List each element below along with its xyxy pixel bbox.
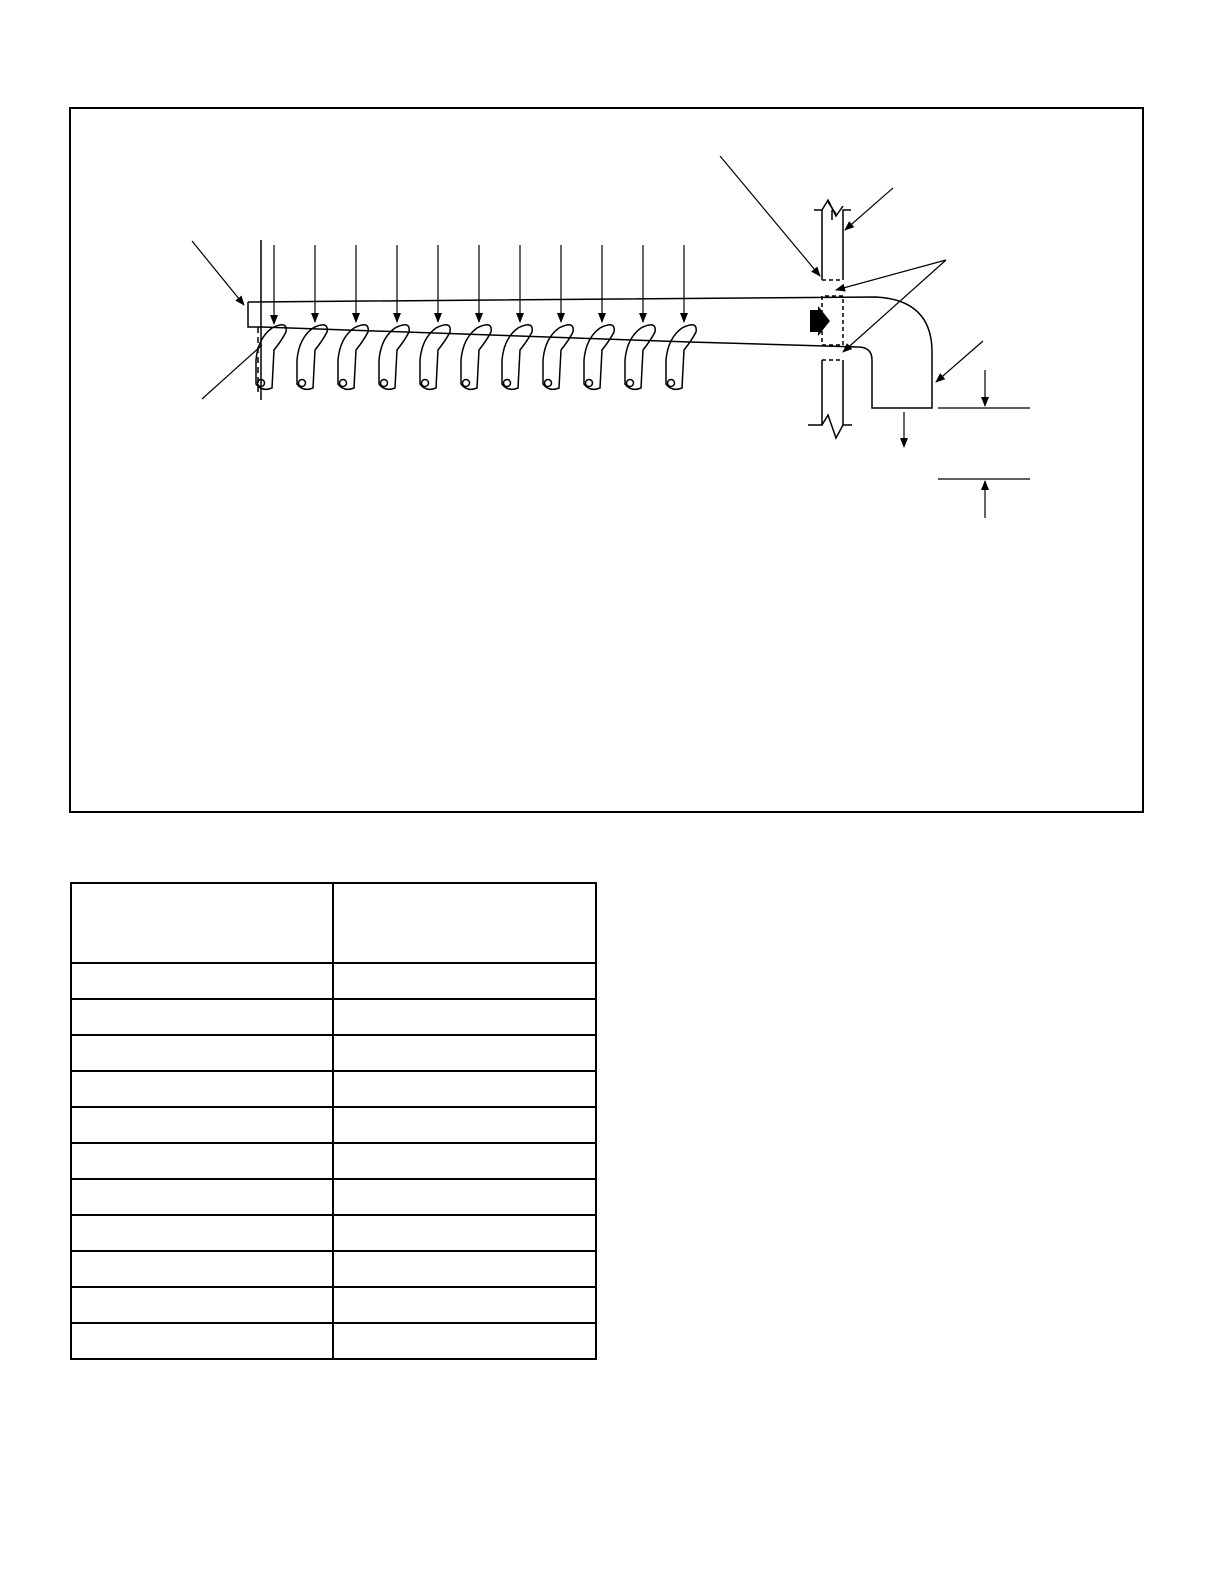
leader-arrow bbox=[936, 341, 983, 382]
leader-arrow bbox=[192, 241, 244, 305]
table-cell bbox=[71, 1251, 333, 1287]
table-cell bbox=[71, 1107, 333, 1143]
table-cell bbox=[71, 1215, 333, 1251]
leader-arrow bbox=[845, 188, 893, 230]
burner-port bbox=[627, 380, 634, 387]
table-row bbox=[71, 1143, 596, 1179]
wall-break-lower bbox=[822, 415, 843, 438]
leader-line bbox=[202, 345, 262, 399]
data-table bbox=[70, 882, 597, 1360]
table-row bbox=[71, 1287, 596, 1323]
table-cell bbox=[333, 963, 596, 999]
table-cell bbox=[333, 883, 596, 963]
table-cell bbox=[71, 1323, 333, 1359]
table-cell bbox=[333, 1179, 596, 1215]
table-row bbox=[71, 1107, 596, 1143]
table-row bbox=[71, 963, 596, 999]
leader-arrow bbox=[720, 156, 820, 276]
table-row bbox=[71, 1035, 596, 1071]
table-cell bbox=[333, 999, 596, 1035]
burner-port bbox=[340, 380, 347, 387]
table-cell bbox=[333, 1035, 596, 1071]
table-row bbox=[71, 1251, 596, 1287]
table-cell bbox=[333, 1071, 596, 1107]
flow-arrow-icon bbox=[810, 306, 830, 336]
table-row bbox=[71, 1071, 596, 1107]
table-cell bbox=[71, 999, 333, 1035]
burner-port bbox=[586, 380, 593, 387]
table-row bbox=[71, 1179, 596, 1215]
table-cell bbox=[333, 1143, 596, 1179]
table-cell bbox=[71, 963, 333, 999]
table-header-row bbox=[71, 883, 596, 963]
burner-port bbox=[545, 380, 552, 387]
table-cell bbox=[333, 1323, 596, 1359]
table-cell bbox=[71, 883, 333, 963]
table-cell bbox=[333, 1107, 596, 1143]
wall-upper bbox=[814, 202, 851, 280]
burner-port bbox=[299, 380, 306, 387]
table-cell bbox=[71, 1287, 333, 1323]
table-cell bbox=[333, 1287, 596, 1323]
burner-port bbox=[381, 380, 388, 387]
burner-port bbox=[668, 380, 675, 387]
burner-port bbox=[422, 380, 429, 387]
burner-port bbox=[463, 380, 470, 387]
table-cell bbox=[333, 1215, 596, 1251]
wall-lower bbox=[808, 360, 852, 425]
table-cell bbox=[333, 1251, 596, 1287]
table-row bbox=[71, 1215, 596, 1251]
manifold-top-edge bbox=[248, 297, 932, 408]
table-row bbox=[71, 999, 596, 1035]
burner-port bbox=[504, 380, 511, 387]
table-cell bbox=[71, 1143, 333, 1179]
table-row bbox=[71, 1323, 596, 1359]
table-cell bbox=[71, 1071, 333, 1107]
table-cell bbox=[71, 1035, 333, 1071]
table-cell bbox=[71, 1179, 333, 1215]
